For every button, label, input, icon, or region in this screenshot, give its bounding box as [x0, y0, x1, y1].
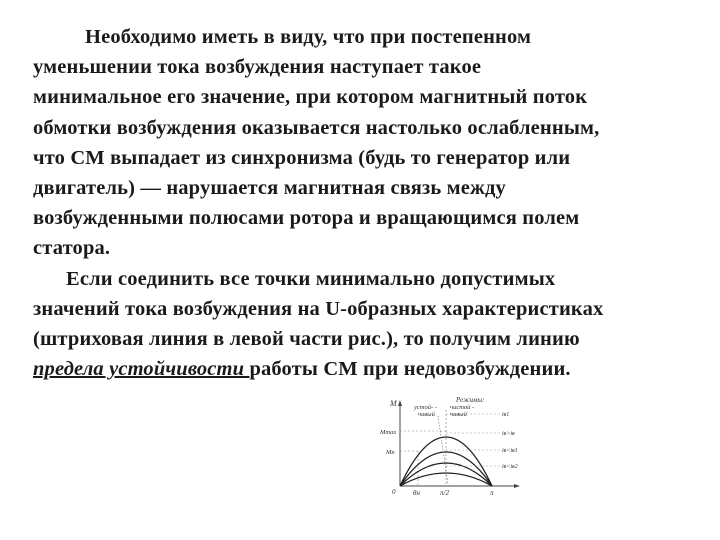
- curve-label-4: iв<iв2: [502, 464, 518, 470]
- x-tick-theta: θн: [413, 489, 420, 497]
- angle-characteristics-figure: [378, 396, 528, 501]
- paragraph-1-line-4: обмотки возбуждения оказывается настолько ослабленным,: [33, 116, 600, 139]
- y-tick-mmax: Mmax: [380, 429, 397, 436]
- curve-label-3: iв<iв1: [502, 448, 518, 454]
- legend-title: Режимы:: [456, 396, 485, 404]
- x-tick-pi: π: [490, 489, 494, 497]
- y-axis-label: M: [390, 399, 397, 408]
- x-axis-arrow: [514, 484, 520, 488]
- curve-label-2: iв>iв: [502, 431, 515, 437]
- paragraph-1-line-2: уменьшении тока возбуждения наступает такое: [33, 56, 482, 79]
- y-tick-mn: Mн: [386, 449, 395, 456]
- legend-stable-2: чивый: [418, 411, 435, 418]
- x-tick-pi2: π/2: [440, 489, 449, 497]
- paragraph-1-line-3: минимальное его значение, при котором магнитный поток: [33, 86, 588, 109]
- paragraph-1-line-7: возбужденными полюсами ротора и вращающимся полем: [33, 207, 580, 230]
- paragraph-1-line-8: статора.: [33, 237, 111, 260]
- paragraph-1-line-5: что СМ выпадает из синхронизма (будь то генератор или: [33, 146, 571, 169]
- paragraph-1-line-6: двигатель) — нарушается магнитная связь между: [33, 177, 506, 200]
- paragraph-2-line-4-rest: работы СМ при недовозбуждении.: [249, 358, 571, 381]
- paragraph-2-line-2: значений тока возбуждения на U-образных характеристиках: [33, 297, 604, 320]
- y-axis-arrow: [398, 400, 402, 406]
- angle-characteristics-svg: [378, 396, 528, 501]
- stability-limit-term: предела устойчивости: [33, 358, 250, 381]
- legend-stable: устой- -: [414, 404, 437, 411]
- legend-unstable: чистой -: [450, 404, 475, 411]
- curve-label-1: iв1: [502, 412, 510, 418]
- curve-2: [400, 452, 492, 486]
- legend-unstable-2: чивый: [450, 411, 467, 418]
- main-text: [33, 22, 703, 384]
- x-origin-label: 0: [392, 488, 396, 496]
- paragraph-2-line-1: Если соединить все точки минимально допустимых: [66, 267, 556, 290]
- paragraph-2-line-3: (штриховая линия в левой части рис.), то получим линию: [33, 328, 580, 351]
- paragraph-1-line-1: Необходимо иметь в виду, что при постепенном: [85, 26, 532, 48]
- paragraph-2-line-4: [33, 354, 703, 384]
